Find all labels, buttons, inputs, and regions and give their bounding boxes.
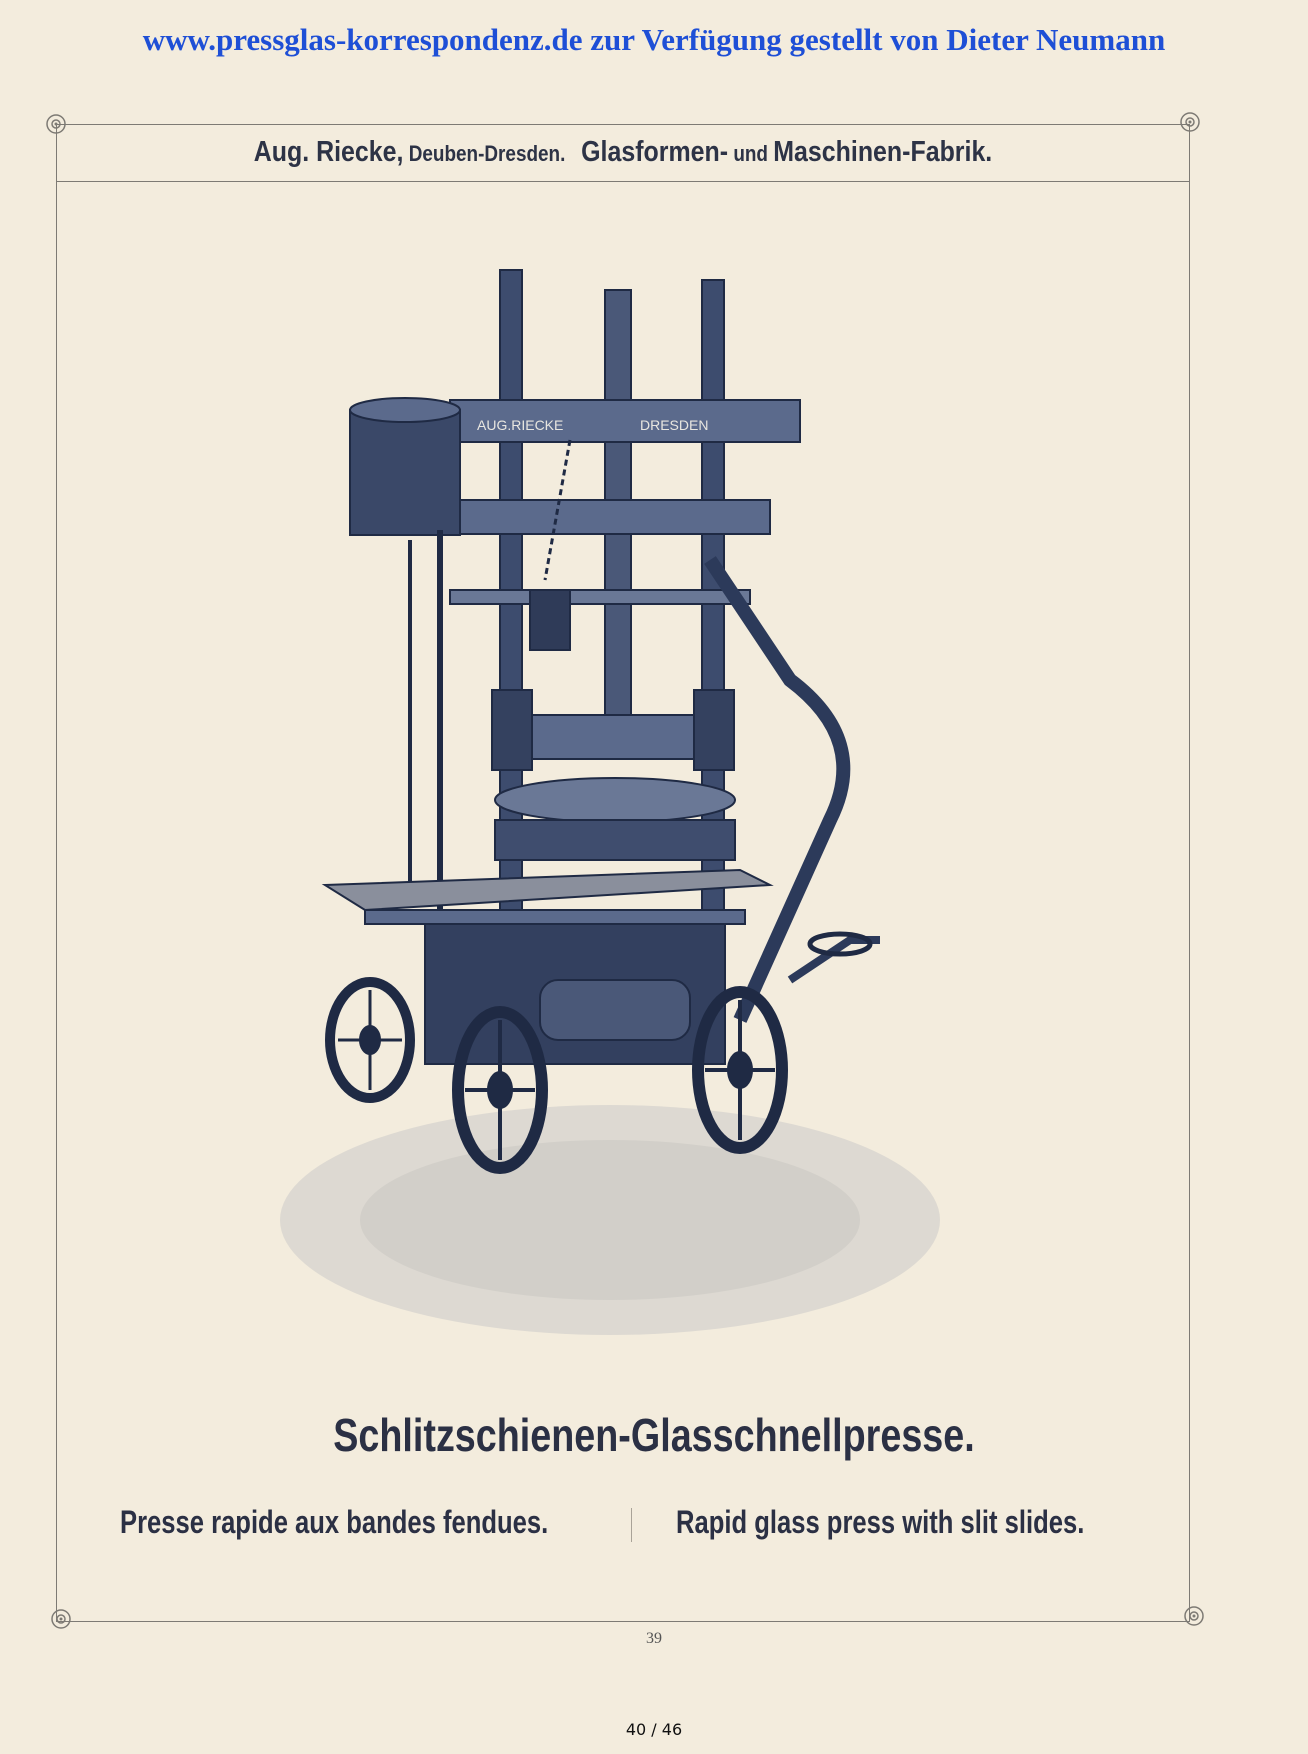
corner-ornament-icon [1181,1603,1207,1629]
caption-french: Presse rapide aux bandes fendues. [120,1504,549,1540]
header-rule [56,181,1190,182]
caption-divider [631,1508,632,1542]
caption-english: Rapid glass press with slit slides. [676,1504,1085,1540]
maker-plate-left: AUG.RIECKE [477,417,564,433]
page-number: 39 [646,1630,662,1647]
maker-plate-right: DRESDEN [640,417,709,433]
corner-ornament-icon [1177,109,1203,135]
business-line-b: Maschinen-Fabrik. [773,136,993,168]
company-location: Deuben-Dresden. [408,141,566,166]
business-line-a: Glasformen- [581,136,729,168]
glass-press-illustration [270,260,960,1380]
corner-ornament-icon [48,1606,74,1632]
business-and: und [733,141,769,166]
website-banner: www.pressglas-korrespondenz.de zur Verfügung gestellt von Dieter Neumann [142,22,1166,57]
corner-ornament-icon [43,111,69,137]
pdf-page-indicator: 40 / 46 [625,1720,683,1739]
company-name: Aug. Riecke, [253,136,404,168]
catalog-header [135,136,1110,169]
product-title: Schlitzschienen-Glasschnellpresse. [333,1409,975,1461]
